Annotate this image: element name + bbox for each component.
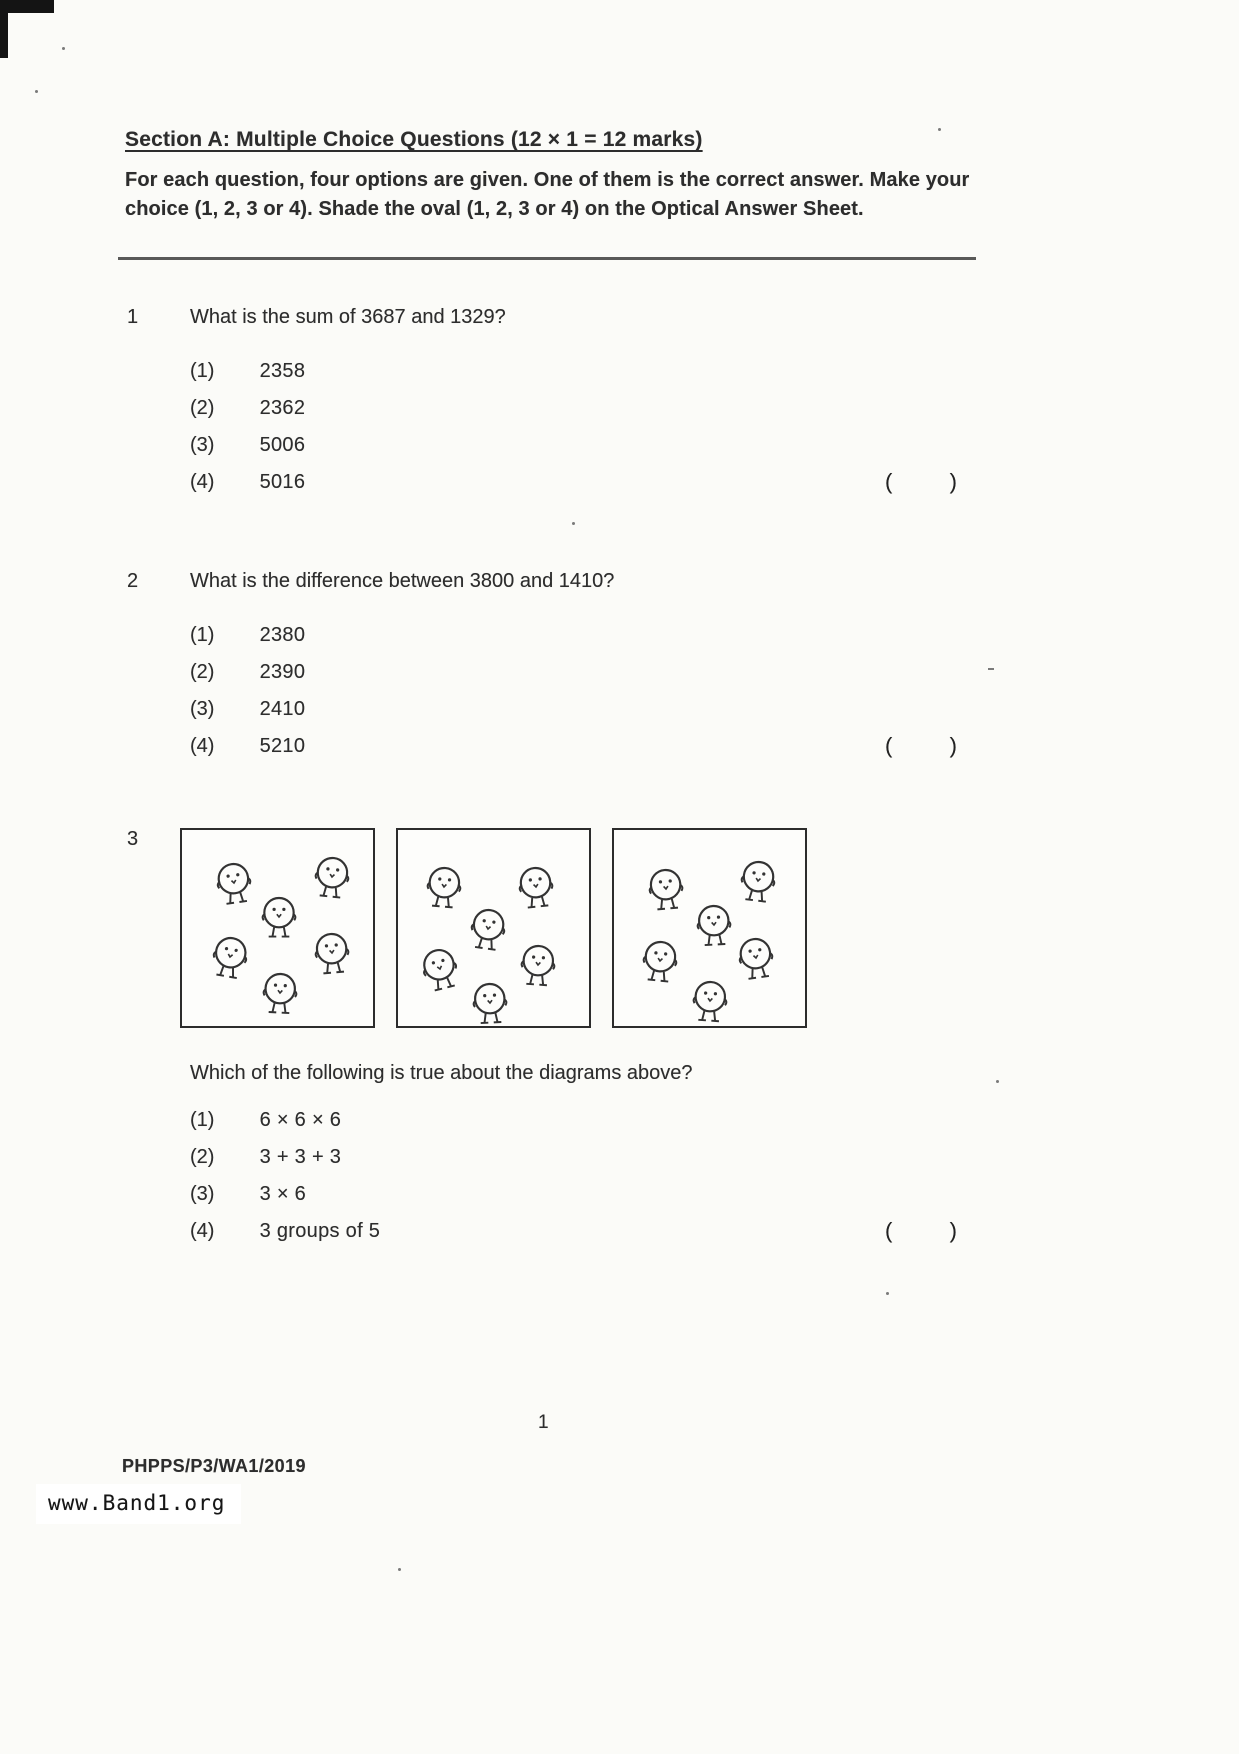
option-row xyxy=(190,471,983,508)
question-text: What is the sum of 3687 and 1329? xyxy=(190,306,506,328)
question-2 xyxy=(125,570,983,772)
page-number: 1 xyxy=(538,1412,549,1433)
answer-bracket xyxy=(885,733,957,759)
answer-bracket-open: ( xyxy=(885,733,893,758)
option-text: 5006 xyxy=(259,434,306,456)
option-label: (4) xyxy=(190,1220,215,1242)
answer-bracket-close: ) xyxy=(949,469,957,494)
question-text: Which of the following is true about the diagrams above? xyxy=(190,1062,693,1084)
answer-bracket-open: ( xyxy=(885,1218,893,1243)
scan-speck xyxy=(62,47,65,50)
chick-icon xyxy=(209,855,260,911)
option-text: 3 groups of 5 xyxy=(259,1220,381,1242)
scan-edge-mark xyxy=(0,0,8,58)
scan-speck xyxy=(398,1568,401,1571)
option-text: 2390 xyxy=(259,661,306,683)
option-label: (3) xyxy=(190,434,215,456)
chick-icon xyxy=(686,975,733,1028)
option-label: (1) xyxy=(190,624,215,646)
chick-box xyxy=(180,828,375,1028)
option-row xyxy=(190,434,983,471)
chick-icon xyxy=(733,854,783,909)
option-row xyxy=(190,735,983,772)
answer-bracket-close: ) xyxy=(949,733,957,758)
option-row xyxy=(190,698,983,735)
answer-bracket xyxy=(885,1218,957,1244)
chick-icon xyxy=(257,892,301,942)
option-text: 2358 xyxy=(259,360,306,382)
options-list xyxy=(190,624,983,772)
option-row xyxy=(190,397,983,434)
chick-box xyxy=(612,828,807,1028)
option-label: (3) xyxy=(190,698,215,720)
option-row xyxy=(190,1146,983,1183)
question-3 xyxy=(125,828,983,1257)
option-row xyxy=(190,624,983,661)
option-row xyxy=(190,360,983,397)
option-label: (4) xyxy=(190,471,215,493)
chick-icon xyxy=(308,850,357,904)
question-number: 1 xyxy=(127,306,139,328)
scan-speck xyxy=(572,522,575,525)
option-label: (3) xyxy=(190,1183,215,1205)
scan-edge-mark xyxy=(0,0,54,13)
option-text: 3 + 3 + 3 xyxy=(259,1146,342,1168)
chick-icon xyxy=(731,930,782,986)
answer-bracket xyxy=(885,469,957,495)
option-label: (1) xyxy=(190,360,215,382)
scan-speck xyxy=(988,668,994,670)
option-text: 6 × 6 × 6 xyxy=(259,1109,342,1131)
question-text: What is the difference between 3800 and 1410? xyxy=(190,570,615,592)
option-row xyxy=(190,661,983,698)
chick-icon xyxy=(512,860,561,914)
option-label: (2) xyxy=(190,1146,215,1168)
option-text: 5210 xyxy=(259,735,306,757)
section-title: Section A: Multiple Choice Questions (12 × 1 = 12 marks) xyxy=(125,128,703,151)
scan-speck xyxy=(35,90,38,93)
option-label: (4) xyxy=(190,735,215,757)
chick-icon xyxy=(636,934,685,988)
horizontal-rule xyxy=(118,257,976,260)
section-instructions: For each question, four options are given. One of them is the correct answer. Make your choice (1, 2, 3 or 4). Shade the oval (1, 2, 3 or 4) on the Optical Answer Sheet. xyxy=(125,169,970,220)
scan-speck xyxy=(996,1080,999,1083)
options-list xyxy=(190,1109,983,1257)
diagram-row xyxy=(180,828,983,1028)
option-text: 3 × 6 xyxy=(259,1183,307,1205)
watermark: www.Band1.org xyxy=(36,1484,241,1524)
option-label: (2) xyxy=(190,661,215,683)
chick-icon xyxy=(308,926,356,980)
options-list xyxy=(190,360,983,508)
question-number: 2 xyxy=(127,570,139,592)
question-1 xyxy=(125,306,983,508)
chick-icon xyxy=(204,929,256,986)
chick-icon xyxy=(642,862,690,916)
option-row xyxy=(190,1109,983,1146)
question-number: 3 xyxy=(127,828,139,850)
chick-icon xyxy=(691,899,738,951)
chick-icon xyxy=(514,939,561,992)
option-label: (1) xyxy=(190,1109,215,1131)
chick-icon xyxy=(420,860,468,914)
chick-icon xyxy=(257,967,304,1019)
option-row xyxy=(190,1183,983,1220)
answer-bracket-close: ) xyxy=(949,1218,957,1243)
section-header xyxy=(125,128,983,224)
chick-box xyxy=(396,828,591,1028)
option-text: 2380 xyxy=(259,624,306,646)
chick-icon xyxy=(413,939,468,998)
option-text: 2362 xyxy=(259,397,306,419)
option-text: 2410 xyxy=(259,698,306,720)
answer-bracket-open: ( xyxy=(885,469,893,494)
chick-icon xyxy=(467,977,514,1029)
document-code: PHPPS/P3/WA1/2019 xyxy=(122,1456,306,1476)
option-label: (2) xyxy=(190,397,215,419)
option-text: 5016 xyxy=(259,471,306,493)
option-row xyxy=(190,1220,983,1257)
chick-icon xyxy=(463,901,514,957)
scan-speck xyxy=(886,1292,889,1295)
